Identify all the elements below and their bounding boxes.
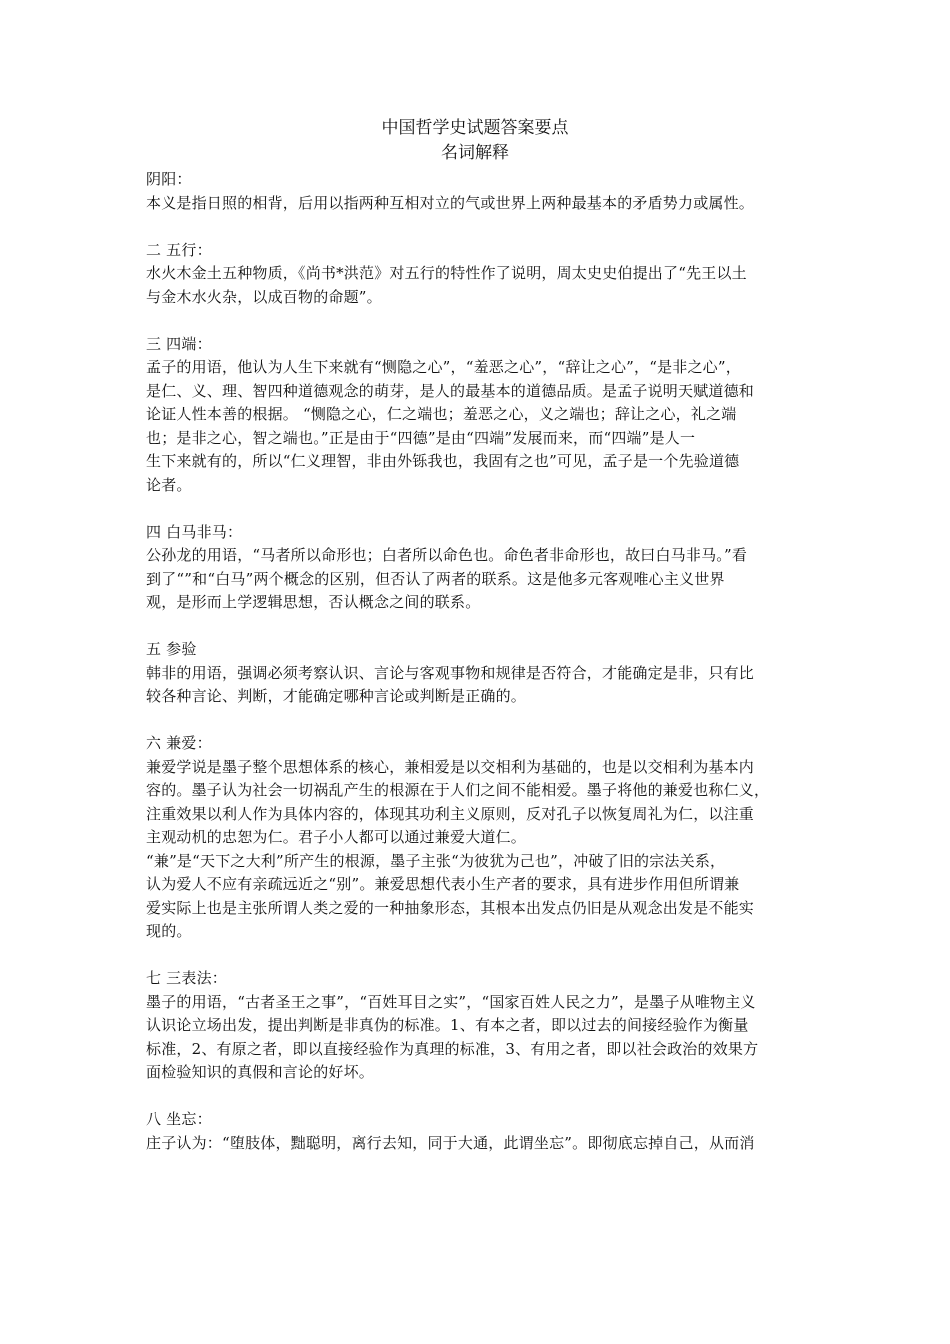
text-line: 较各种言论、判断，才能确定哪种言论或判断是正确的。 xyxy=(146,687,527,705)
text-line: “兼”是“天下之大利”所产生的根源，墨子主张“为彼犹为己也”，冲破了旧的宗法关系， xyxy=(146,851,726,870)
text-line: 是仁、义、理、智四种道德观念的萌芽，是人的最基本的道德品质。是孟子说明天赋道德和 xyxy=(146,381,755,400)
text-line: 庄子认为：“堕肢体，黜聪明，离行去知，同于大通，此谓坐忘”。即彻底忘掉自己，从而消 xyxy=(146,1133,755,1152)
text-line: 二 五行： xyxy=(146,240,212,259)
text-line: 五 参验 xyxy=(146,640,197,658)
blank-line xyxy=(146,944,811,968)
text-line: 兼爱学说是墨子整个思想体系的核心，兼相爱是以交相利为基础的，也是以交相利为基本内 xyxy=(146,757,755,776)
text-line: 公孙龙的用语，“马者所以命形也；白者所以命色也。命色者非命形也，故曰白马非马。”看 xyxy=(146,546,748,564)
text-line: 七 三表法： xyxy=(146,969,227,987)
document-body xyxy=(146,168,811,1155)
section-heading: 名词解释 xyxy=(441,143,509,163)
blank-line xyxy=(146,1085,811,1109)
text-line: 八 坐忘： xyxy=(146,1110,212,1128)
text-line: 孟子的用语，他认为人生下来就有“恻隐之心”，“羞恶之心”，“辞让之心”，“是非之心”， xyxy=(146,358,741,376)
text-line: 观，是形而上学逻辑思想，否认概念之间的联系。 xyxy=(146,593,481,611)
text-line: 认为爱人不应有亲疏远近之“别”。兼爱思想代表小生产者的要求，具有进步作用但所谓兼 xyxy=(146,875,740,893)
text-line: 爱实际上也是主张所谓人类之爱的一种抽象形态，其根本出发点仍旧是从观念出发是不能实 xyxy=(146,898,755,917)
text-line: 注重效果以利人作为具体内容的，体现其功利主义原则，反对孔子以恢复周礼为仁，以注重 xyxy=(146,804,755,823)
text-line: 阴阳： xyxy=(146,170,192,188)
text-line: 三 四端： xyxy=(146,334,212,353)
text-line: 面检验知识的真假和言论的好坏。 xyxy=(146,1063,375,1081)
text-line: 也；是非之心，智之端也。”正是由于“四德”是由“四端”发展而来，而“四端”是人一 xyxy=(146,428,696,447)
blank-line xyxy=(146,497,811,521)
text-line: 现的。 xyxy=(146,922,192,940)
text-line: 水火木金土五种物质，《尚书*洪范》对五行的特性作了说明，周太史史伯提出了“先王以土 xyxy=(146,264,747,282)
text-line: 与金木水火杂，以成百物的命题”。 xyxy=(146,287,382,306)
text-line: 论证人性本善的根据。 “恻隐之心，仁之端也；羞恶之心，义之端也；辞让之心，礼之端 xyxy=(146,405,737,423)
blank-line xyxy=(146,309,811,333)
text-line: 到了“”和“白马”两个概念的区别，但否认了两者的联系。这是他多元客观唯心主义世界 xyxy=(146,569,725,588)
text-line: 墨子的用语，“古者圣王之事”，“百姓耳目之实”，“国家百姓人民之力”，是墨子从唯物主义 xyxy=(146,992,756,1011)
text-line: 标准，2、有原之者，即以直接经验作为真理的标准，3、有用之者，即以社会政治的效果方 xyxy=(146,1039,759,1058)
text-line: 认识论立场出发，提出判断是非真伪的标准。1、有本之者，即以过去的间接经验作为衡量 xyxy=(146,1016,749,1034)
text-line: 本义是指日照的相背，后用以指两种互相对立的气或世界上两种最基本的矛盾势力或属性。 xyxy=(146,193,755,212)
text-line: 容的。墨子认为社会一切祸乱产生的根源在于人们之间不能相爱。墨子将他的兼爱也称仁义， xyxy=(146,781,770,799)
document-title: 中国哲学史试题答案要点 xyxy=(381,118,569,138)
text-line: 主观动机的忠恕为仁。君子小人都可以通过兼爱大道仁。 xyxy=(146,828,527,846)
blank-line xyxy=(146,215,811,239)
blank-line xyxy=(146,709,811,733)
text-line: 六 兼爱： xyxy=(146,734,212,752)
text-line: 生下来就有的，所以“仁义理智，非由外铄我也，我固有之也”可见，孟子是一个先验道德 xyxy=(146,452,740,470)
text-line: 韩非的用语，强调必须考察认识、言论与客观事物和规律是否符合，才能确定是非，只有比 xyxy=(146,663,755,682)
text-line: 四 白马非马： xyxy=(146,522,243,541)
text-line: 论者。 xyxy=(146,475,192,494)
blank-line xyxy=(146,615,811,639)
